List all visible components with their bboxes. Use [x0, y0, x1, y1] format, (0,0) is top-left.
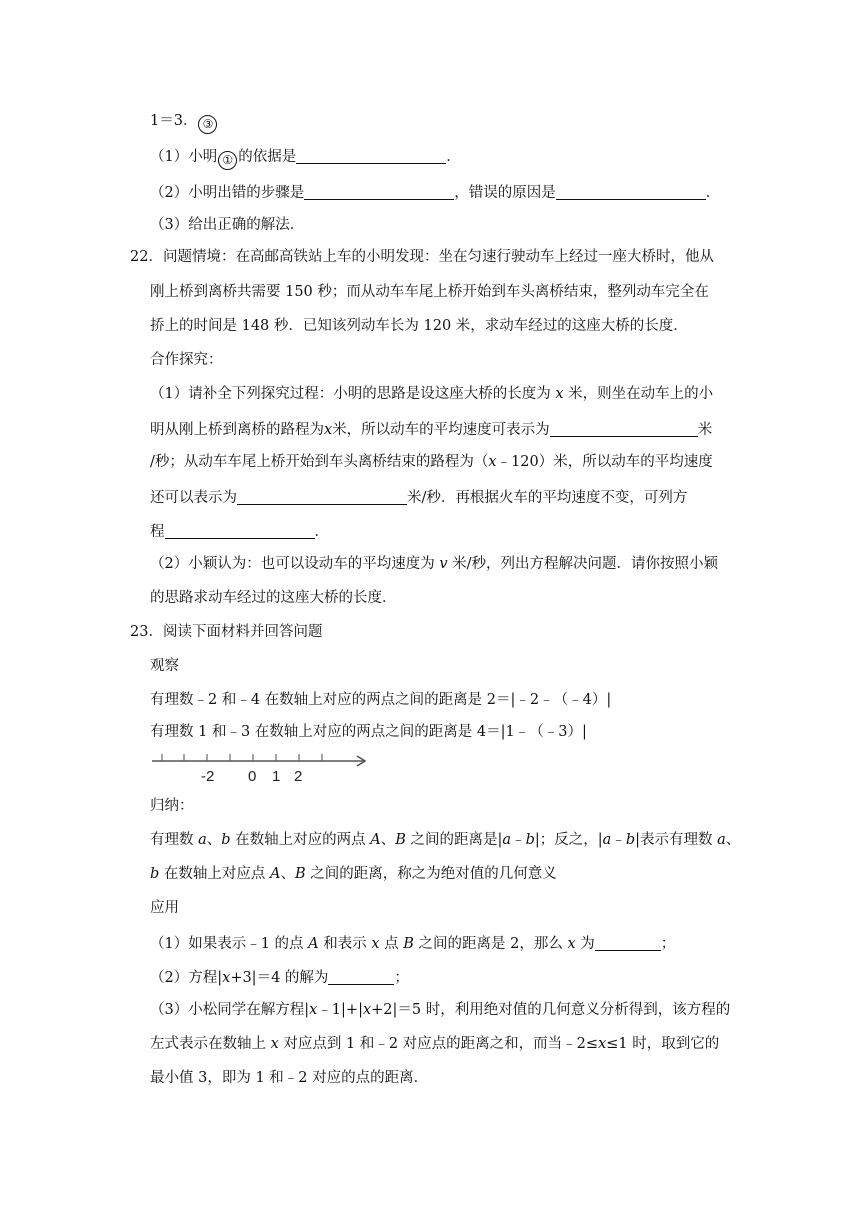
answer-blank[interactable] [595, 935, 661, 951]
problem-22-line-9: 程 ． [150, 524, 329, 540]
observe-line-2: 有理数 1 和﹣3 在数轴上对应的两点之间的距离是 4＝|1﹣（﹣3）| [150, 724, 587, 740]
answer-blank[interactable] [296, 148, 446, 164]
circled-three: ③ [198, 115, 217, 134]
observe-heading: 观察 [150, 658, 179, 674]
problem-22-line-2: 刚上桥到离桥共需要 150 秒；而从动车车尾上桥开始到车头离桥结束，整列动车完全在 [150, 284, 709, 300]
tick-label-0: 0 [248, 768, 257, 785]
equation-line: 1＝3． ③ [150, 114, 218, 134]
induce-heading: 归纳： [150, 798, 194, 814]
tick-label-2: 2 [294, 768, 303, 785]
answer-blank[interactable] [328, 969, 394, 985]
problem-22-line-3: 挢上的时间是 148 秒．已知该列动车长为 120 米，求动车经过的这座大桥的长度． [150, 318, 688, 334]
problem-22-line-10: （2）小颖认为：也可以设动车的平均速度为 v 米/秒，列出方程解决问题．请你按照小颖 [150, 556, 719, 572]
answer-blank[interactable] [165, 523, 315, 539]
tick-label-1: 1 [272, 768, 281, 785]
answer-blank[interactable] [556, 184, 706, 200]
answer-blank[interactable] [304, 184, 454, 200]
problem-22-line-7: /秒；从动车车尾上桥开始到车头离桥结束的路程为（x﹣120）米，所以动车的平均速度 [150, 454, 713, 470]
apply-question-3-line-3: 最小值 3，即为 1 和﹣2 对应的点的距离． [150, 1070, 429, 1086]
induce-line-1: 有理数 a、b 在数轴上对应的两点 A、B 之间的距离是|a﹣b|；反之，|a﹣b|表示有理数 a、 [150, 832, 741, 848]
question-3: （3）给出正确的解法． [150, 217, 305, 233]
problem-22-line-11: 的思路求动车经过的这座大桥的长度． [150, 590, 397, 606]
induce-line-2: b 在数轴上对应点 A、B 之间的距离，称之为绝对值的几何意义 [150, 866, 557, 882]
apply-question-3-line-2: 左式表示在数轴上 x 对应点到 1 和﹣2 对应点的距离之和，而当﹣2≤x≤1 时，取到它的 [150, 1036, 720, 1052]
apply-heading: 应用 [150, 900, 179, 916]
number-line-figure [150, 748, 380, 788]
number-line-ticks [162, 754, 322, 761]
answer-blank[interactable] [237, 489, 407, 505]
apply-question-3: （3）小松同学在解方程|x﹣1|+|x+2|＝5 时，利用绝对值的几何意义分析得到，该方程的 [150, 1002, 731, 1018]
problem-23-title: 23．阅读下面材料并回答问题 [130, 624, 323, 640]
problem-22-line-6: 明从刚上桥到离桥的路程为x米，所以动车的平均速度可表示为 米 [150, 422, 713, 438]
circled-one: ① [218, 151, 237, 170]
question-2: （2）小明出错的步骤是 ，错误的原因是 ． [150, 185, 721, 201]
apply-question-1: （1）如果表示﹣1 的点 A 和表示 x 点 B 之间的距离是 2，那么 x 为 ； [150, 936, 676, 952]
problem-22-line-4: 合作探究： [150, 352, 223, 368]
tick-label-neg2: -2 [201, 768, 215, 785]
question-1: （1）小明 ① 的依据是 ． [150, 148, 461, 170]
problem-22-line-8: 还可以表示为 米/秒．再根据火车的平均速度不变，可列方 [150, 490, 688, 506]
answer-blank[interactable] [550, 421, 698, 437]
apply-question-2: （2）方程|x+3|＝4 的解为 ； [150, 970, 409, 986]
problem-22-line-1: 22．问题情境：在高邮高铁站上车的小明发现：坐在匀速行驶动车上经过一座大桥时，他从 [130, 249, 714, 265]
observe-line-1: 有理数﹣2 和﹣4 在数轴上对应的两点之间的距离是 2＝|﹣2﹣（﹣4）| [150, 692, 612, 708]
problem-22-line-5: （1）请补全下列探究过程：小明的思路是设这座大桥的长度为 x 米，则坐在动车上的小 [150, 386, 714, 402]
